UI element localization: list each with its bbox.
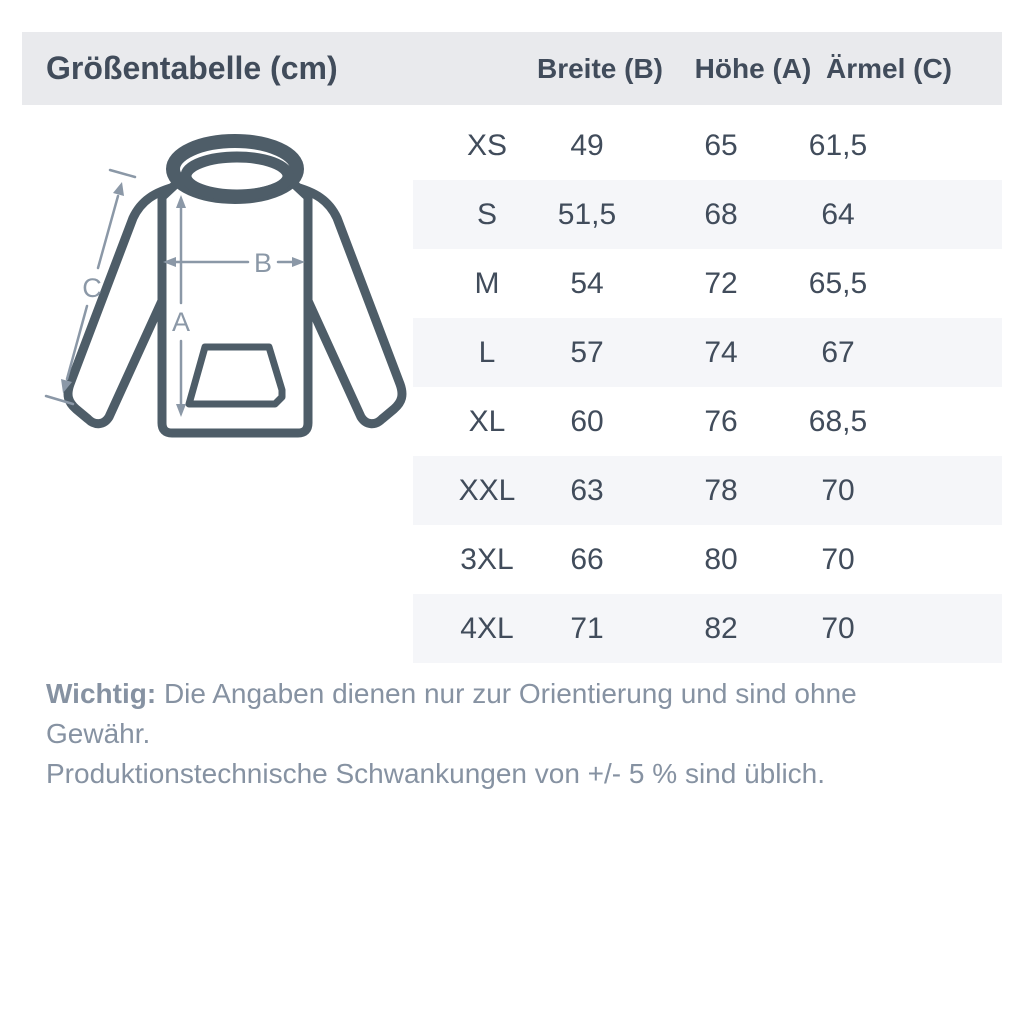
size-table-body — [413, 111, 1002, 663]
cell-size: 4XL — [460, 611, 514, 645]
table-row — [413, 111, 1002, 180]
cell-hoehe: 76 — [704, 404, 738, 438]
column-header-hoehe: Höhe (A) — [694, 52, 812, 84]
cell-size: 3XL — [460, 542, 514, 576]
cell-breite: 63 — [570, 473, 604, 507]
disclaimer-note-bold: Wichtig: — [46, 678, 157, 709]
dimension-label-c: C — [82, 273, 102, 303]
cell-hoehe: 78 — [704, 473, 738, 507]
dimension-c-cap-top — [110, 170, 135, 177]
cell-hoehe: 72 — [704, 266, 738, 300]
disclaimer-note-line2: Produktionstechnische Schwankungen von +/- 5 % sind üblich. — [46, 758, 826, 789]
cell-breite: 49 — [570, 128, 604, 162]
cell-size: XL — [468, 404, 506, 438]
table-row — [413, 249, 1002, 318]
cell-hoehe: 74 — [704, 335, 738, 369]
column-header-breite: Breite (B) — [536, 52, 664, 84]
cell-breite: 51,5 — [557, 197, 617, 231]
cell-aermel: 61,5 — [808, 128, 868, 162]
table-row — [413, 594, 1002, 663]
disclaimer-note-line1: Die Angaben dienen nur zur Orientierung und sind ohne Gewähr. — [46, 678, 857, 749]
hoodie-pocket — [189, 347, 282, 404]
cell-aermel: 70 — [821, 542, 855, 576]
cell-aermel: 68,5 — [808, 404, 868, 438]
cell-size: XS — [466, 128, 508, 162]
cell-breite: 54 — [570, 266, 604, 300]
cell-breite: 60 — [570, 404, 604, 438]
cell-size: L — [478, 335, 496, 369]
cell-hoehe: 68 — [704, 197, 738, 231]
cell-size: S — [476, 197, 498, 231]
column-header-aermel: Ärmel (C) — [825, 52, 953, 84]
table-row — [413, 525, 1002, 594]
table-row — [413, 456, 1002, 525]
table-row — [413, 387, 1002, 456]
cell-aermel: 64 — [821, 197, 855, 231]
disclaimer-note — [46, 674, 966, 794]
cell-breite: 66 — [570, 542, 604, 576]
cell-aermel: 70 — [821, 473, 855, 507]
cell-breite: 71 — [570, 611, 604, 645]
page-title: Größentabelle (cm) — [46, 50, 338, 86]
dimension-c-arrowhead-up — [113, 182, 124, 196]
table-header-bar — [22, 32, 1002, 105]
cell-hoehe: 65 — [704, 128, 738, 162]
hoodie-measurement-diagram — [35, 122, 410, 467]
cell-hoehe: 82 — [704, 611, 738, 645]
cell-size: M — [474, 266, 500, 300]
cell-aermel: 65,5 — [808, 266, 868, 300]
hoodie-illustration — [68, 141, 402, 433]
cell-breite: 57 — [570, 335, 604, 369]
dimension-label-a: A — [171, 307, 191, 337]
cell-aermel: 70 — [821, 611, 855, 645]
table-row — [413, 180, 1002, 249]
cell-hoehe: 80 — [704, 542, 738, 576]
dimension-label-b: B — [253, 248, 273, 278]
table-row — [413, 318, 1002, 387]
cell-size: XXL — [458, 473, 516, 507]
cell-aermel: 67 — [821, 335, 855, 369]
